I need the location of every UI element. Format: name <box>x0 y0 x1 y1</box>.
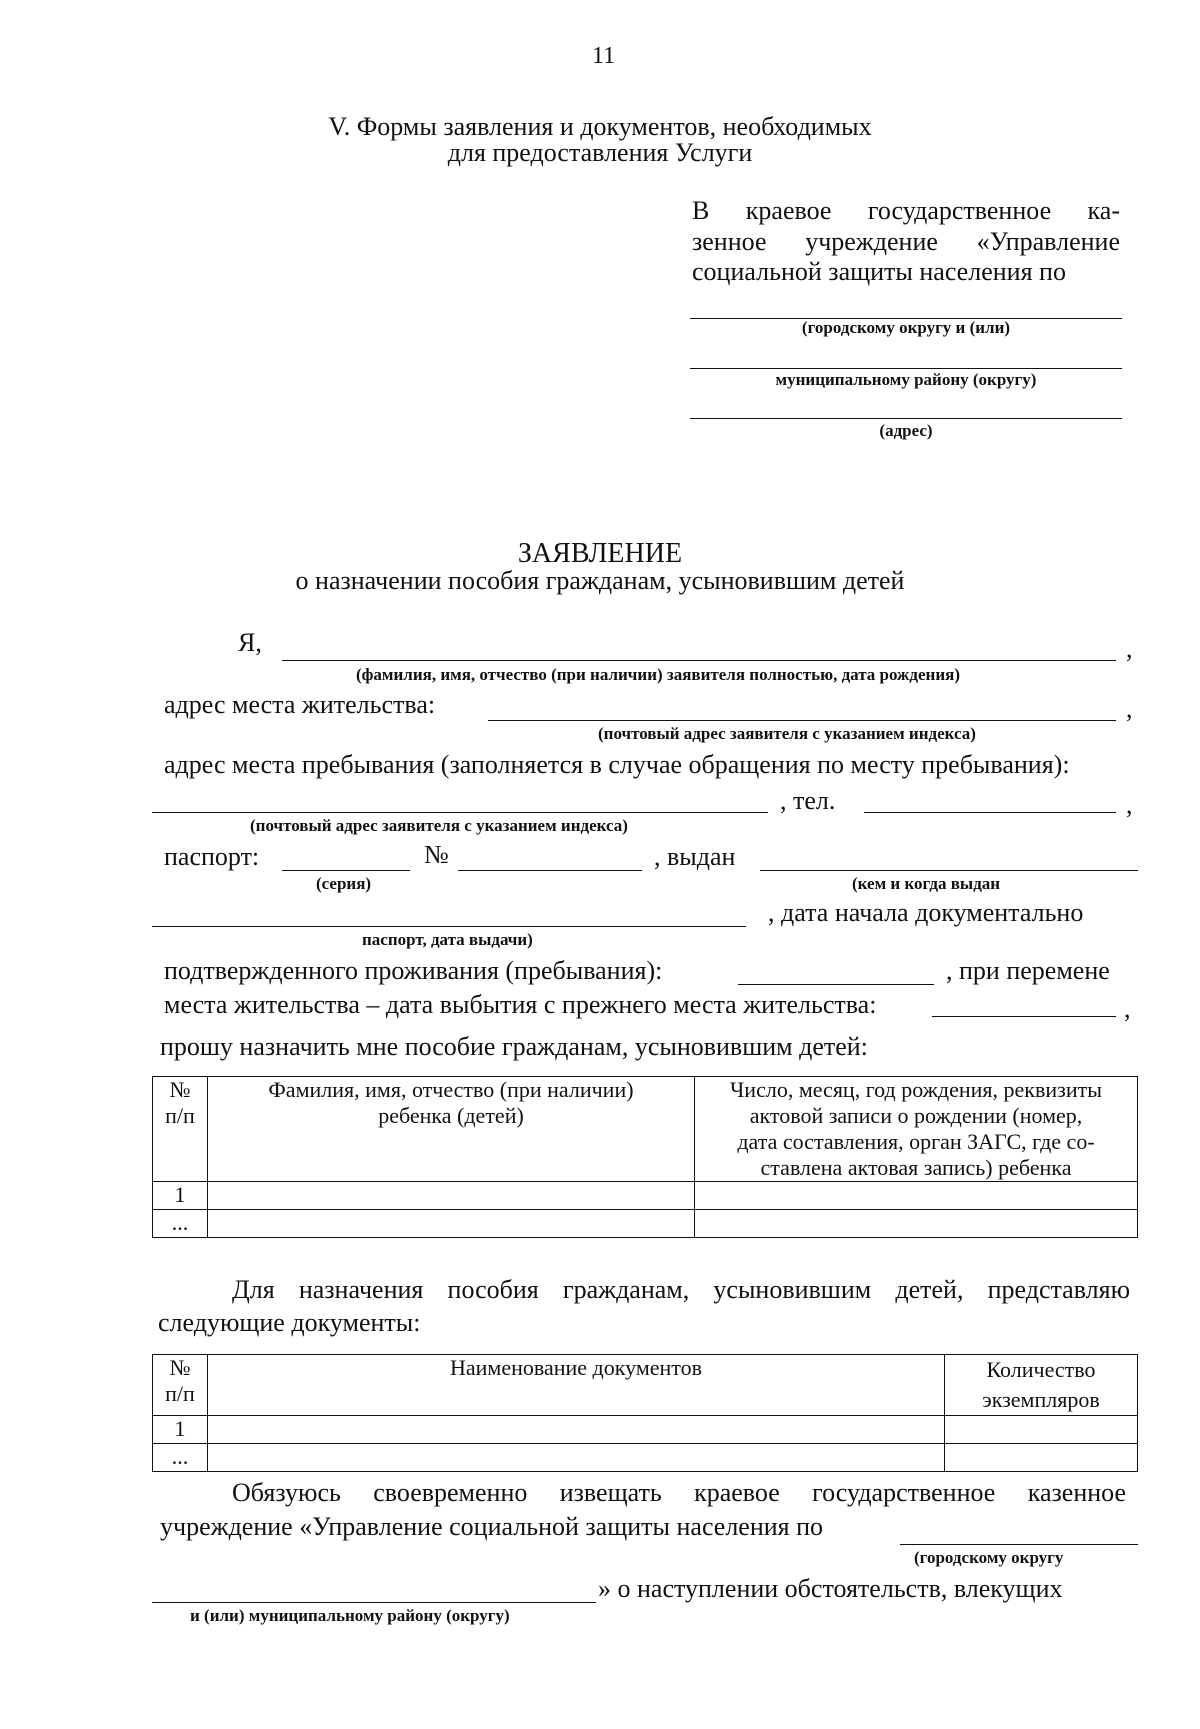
children-header-num-line2: п/п <box>165 1103 195 1128</box>
phone-field[interactable] <box>864 812 1116 813</box>
children-row1-name[interactable] <box>208 1182 695 1210</box>
table-row <box>153 1416 1138 1444</box>
stay-address-field[interactable] <box>152 812 768 813</box>
address-label: адрес места жительства: <box>164 690 436 719</box>
children-row2-details[interactable] <box>695 1210 1138 1238</box>
addressee-hint-2: муниципальному району (округу) <box>775 370 1037 389</box>
addressee-line2: зенное учреждение «Управление <box>692 227 1120 256</box>
series-hint: (серия) <box>316 874 372 893</box>
addressee-hint-1: (городскому округу и (или) <box>801 318 1011 337</box>
children-header-details-line2: актовой записи о рождении (номер, <box>749 1103 1083 1128</box>
obligation-hint-1: (городскому округу <box>914 1548 1064 1567</box>
form-subtitle: о назначении пособия гражданам, усыновившим детей <box>295 566 905 595</box>
stay-address-hint: (почтовый адрес заявителя с указанием индекса) <box>250 816 628 835</box>
confirmed-date-field[interactable] <box>738 984 934 985</box>
comma-3: , <box>1126 790 1133 819</box>
documents-header-num-line1: № <box>169 1355 191 1380</box>
documents-header-count-line1: Количество <box>986 1357 1096 1382</box>
obligation-hint-2: и (или) муниципальному району (округу) <box>190 1606 510 1625</box>
confirmed-label: подтвержденного проживания (пребывания): <box>164 956 663 985</box>
children-row1-details[interactable] <box>695 1182 1138 1210</box>
documents-header-count-line2: экземпляров <box>982 1387 1100 1412</box>
documents-header-count <box>945 1355 1138 1416</box>
documents-intro-line2: следующие документы: <box>158 1308 421 1337</box>
doc-start-label: , дата начала документально <box>768 898 1084 927</box>
obligation-line2: учреждение «Управление социальной защиты населения по <box>160 1512 824 1541</box>
documents-row1-count[interactable] <box>945 1416 1138 1444</box>
children-table-header <box>153 1077 1138 1182</box>
documents-row1-num: 1 <box>153 1416 208 1444</box>
children-row2-num: ... <box>153 1210 208 1238</box>
addressee-line1: В краевое государственное ка- <box>692 196 1120 225</box>
departure-date-field[interactable] <box>932 1016 1116 1017</box>
comma-1: , <box>1126 634 1133 663</box>
issued-label: , выдан <box>654 842 736 871</box>
documents-header-name <box>208 1355 945 1416</box>
addressee-blank-2[interactable] <box>690 368 1122 369</box>
obligation-district-field[interactable] <box>900 1544 1138 1545</box>
stay-label: адрес места пребывания (заполняется в случае обращения по месту пребывания): <box>164 750 1070 779</box>
children-header-details-line1: Число, месяц, год рождения, реквизиты <box>730 1077 1102 1102</box>
documents-header-num-line2: п/п <box>165 1381 195 1406</box>
passport-date-hint: паспорт, дата выдачи) <box>362 930 533 949</box>
documents-row2-count[interactable] <box>945 1444 1138 1472</box>
documents-header-name-line1: Наименование документов <box>449 1355 702 1380</box>
comma-4: , <box>1124 994 1131 1023</box>
passport-series-field[interactable] <box>282 870 410 871</box>
section-heading-line1: V. Формы заявления и документов, необходимых <box>328 112 872 141</box>
passport-label: паспорт: <box>164 842 260 871</box>
change-label: , при перемене <box>946 956 1110 985</box>
documents-header-num <box>153 1355 208 1416</box>
children-table <box>152 1076 1138 1238</box>
departure-label: места жительства – дата выбытия с прежнего места жительства: <box>164 990 877 1019</box>
children-header-name <box>208 1077 695 1182</box>
passport-number-field[interactable] <box>458 870 642 871</box>
documents-row2-name[interactable] <box>208 1444 945 1472</box>
children-header-name-line2: ребенка (детей) <box>378 1103 524 1128</box>
children-header-num-line1: № <box>169 1077 191 1102</box>
documents-row2-num: ... <box>153 1444 208 1472</box>
addressee-line3: социальной защиты населения по <box>692 257 1066 286</box>
documents-row1-name[interactable] <box>208 1416 945 1444</box>
obligation-line1: Обязуюсь своевременно извещать краевое государственное казенное <box>232 1478 1126 1507</box>
documents-table <box>152 1354 1138 1472</box>
addressee-blank-3[interactable] <box>690 418 1122 419</box>
applicant-name-field[interactable] <box>282 660 1116 661</box>
table-row <box>153 1210 1138 1238</box>
number-sign: № <box>424 840 449 869</box>
ya-label: Я, <box>238 628 262 657</box>
passport-issued-field[interactable] <box>760 870 1138 871</box>
table-row <box>153 1444 1138 1472</box>
issued-hint: (кем и когда выдан <box>852 874 1001 893</box>
form-title: ЗАЯВЛЕНИЕ <box>517 538 683 569</box>
addressee-hint-3: (адрес) <box>879 421 933 440</box>
children-row1-num: 1 <box>153 1182 208 1210</box>
children-row2-name[interactable] <box>208 1210 695 1238</box>
address-field[interactable] <box>488 720 1116 721</box>
page-number: 11 <box>592 43 616 69</box>
passport-issued-field-cont[interactable] <box>152 926 746 927</box>
children-header-num <box>153 1077 208 1182</box>
documents-intro-line1: Для назначения пособия гражданам, усыновившим детей, представляю <box>232 1275 1130 1304</box>
documents-table-header <box>153 1355 1138 1416</box>
applicant-name-hint: (фамилия, имя, отчество (при наличии) заявителя полностью, дата рождения) <box>356 665 960 684</box>
section-heading-line2: для предоставления Услуги <box>447 138 753 167</box>
children-header-details-line3: дата составления, орган ЗАГС, где со- <box>737 1129 1095 1154</box>
obligation-district-field-cont[interactable] <box>152 1602 596 1603</box>
children-header-name-line1: Фамилия, имя, отчество (при наличии) <box>268 1077 634 1102</box>
comma-2: , <box>1126 694 1133 723</box>
tel-label: , тел. <box>780 786 836 815</box>
request-text: прошу назначить мне пособие гражданам, усыновившим детей: <box>160 1032 868 1061</box>
table-row <box>153 1182 1138 1210</box>
children-header-details-line4: ставлена актовая запись) ребенка <box>760 1155 1072 1180</box>
address-hint: (почтовый адрес заявителя с указанием индекса) <box>598 724 976 743</box>
children-header-details <box>695 1077 1138 1182</box>
obligation-line3: » о наступлении обстоятельств, влекущих <box>598 1574 1063 1603</box>
